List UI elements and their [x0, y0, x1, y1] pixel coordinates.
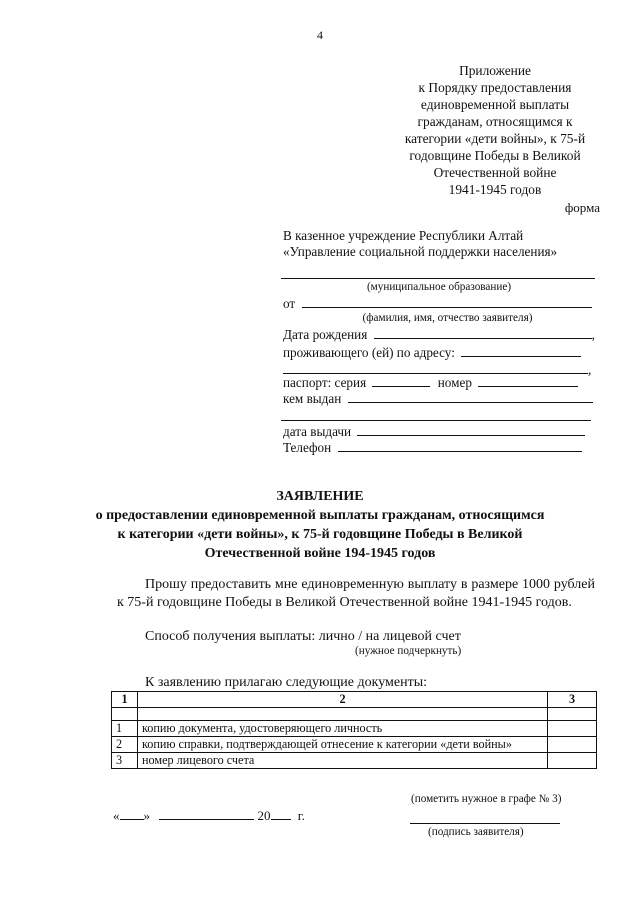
- year-suffix: г.: [297, 808, 305, 823]
- passport-series-field[interactable]: [372, 375, 430, 387]
- issue-date-label: дата выдачи: [283, 424, 352, 439]
- passport-row: [283, 375, 598, 391]
- appendix-line: к Порядку предоставления: [418, 80, 572, 95]
- table-row: [112, 721, 597, 737]
- fio-field[interactable]: [302, 296, 592, 308]
- quote-open: «: [113, 808, 120, 823]
- table-spacer-row: [112, 708, 597, 721]
- row-mark-cell[interactable]: [548, 737, 597, 753]
- phone-row: [283, 440, 598, 456]
- appendix-line: годовщине Победы в Великой: [409, 148, 581, 163]
- phone-label: Телефон: [283, 440, 332, 455]
- appendix-line: гражданам, относящимся к: [417, 114, 573, 129]
- address-label: проживающего (ей) по адресу:: [283, 345, 455, 360]
- passport-number-label: номер: [437, 375, 472, 390]
- month-field[interactable]: [159, 808, 254, 820]
- row-mark-cell[interactable]: [548, 721, 597, 737]
- application-title: [0, 487, 640, 563]
- year-prefix: 20: [257, 808, 271, 823]
- attachments-intro: К заявлению прилагаю следующие документы:: [145, 675, 428, 690]
- payment-method-caption: (нужное подчеркнуть): [355, 645, 462, 657]
- day-field[interactable]: [120, 808, 144, 820]
- issue-date-field[interactable]: [357, 424, 585, 436]
- address-field[interactable]: [461, 345, 581, 357]
- passport-number-field[interactable]: [478, 375, 578, 387]
- date-row: [113, 808, 305, 824]
- quote-close: »: [143, 808, 150, 823]
- documents-table: [111, 691, 597, 769]
- signature-caption: (подпись заявителя): [428, 826, 524, 838]
- title-heading: ЗАЯВЛЕНИЕ: [276, 489, 364, 504]
- appendix-line: Приложение: [459, 63, 531, 78]
- row-number: 3: [112, 753, 138, 769]
- issued-by-field[interactable]: [348, 391, 593, 403]
- addressee-block: [283, 228, 598, 260]
- issued-by-label: кем выдан: [283, 391, 342, 406]
- birth-comma: ,: [591, 327, 595, 342]
- header-col-2: 2: [137, 692, 547, 708]
- row-document: номер лицевого счета: [137, 753, 547, 769]
- request-paragraph: Прошу предоставить мне единовременную выплату в размере 1000 рублей к 75-й годовщине Победы в Великой Отечественной войне 1941-1945 годов.: [117, 577, 595, 610]
- addressee-line-1: В казенное учреждение Республики Алтай: [283, 228, 524, 243]
- year-field[interactable]: [271, 808, 291, 820]
- table-row: [112, 737, 597, 753]
- birth-label: Дата рождения: [283, 327, 368, 342]
- row-number: 2: [112, 737, 138, 753]
- row-mark-cell[interactable]: [548, 753, 597, 769]
- signature-field[interactable]: [410, 822, 560, 824]
- title-line-2: к категории «дети войны», к 75-й годовщине Победы в Великой: [117, 527, 523, 542]
- birth-date-field[interactable]: [374, 327, 592, 339]
- issued-by-row: [283, 391, 598, 407]
- appendix-line: Отечественной войне: [433, 165, 557, 180]
- form-label: форма: [564, 200, 600, 215]
- passport-series-label: паспорт: серия: [283, 375, 367, 390]
- address-field-2[interactable]: [283, 362, 588, 374]
- phone-field[interactable]: [338, 440, 582, 452]
- row-document: копию документа, удостоверяющего личность: [137, 721, 547, 737]
- municipality-field[interactable]: [281, 277, 595, 279]
- from-label: от: [283, 296, 296, 311]
- issued-by-field-2[interactable]: [281, 419, 591, 421]
- title-line-3: Отечественной войне 194-1945 годов: [204, 546, 436, 561]
- from-row: [283, 296, 598, 312]
- page-number: 4: [317, 28, 323, 42]
- table-header-row: [112, 692, 597, 708]
- appendix-line: 1941-1945 годов: [448, 182, 542, 197]
- header-col-1: 1: [112, 692, 138, 708]
- appendix-line: единовременной выплаты: [420, 97, 570, 112]
- header-col-3: 3: [548, 692, 597, 708]
- issue-date-row: [283, 424, 598, 440]
- appendix-header: [380, 62, 610, 198]
- fio-caption: (фамилия, имя, отчество заявителя): [362, 312, 533, 324]
- title-line-1: о предоставлении единовременной выплаты гражданам, относящимся: [95, 508, 545, 523]
- appendix-line: категории «дети войны», к 75-й: [404, 131, 586, 146]
- municipality-caption: (муниципальное образование): [366, 281, 512, 293]
- row-number: 1: [112, 721, 138, 737]
- table-row: [112, 753, 597, 769]
- address-row: [283, 345, 598, 361]
- row-document: копию справки, подтверждающей отнесение к категории «дети войны»: [137, 737, 547, 753]
- birth-row: [283, 327, 598, 343]
- address-comma: ,: [588, 362, 592, 377]
- addressee-line-2: «Управление социальной поддержки населения»: [283, 244, 558, 259]
- payment-method-text[interactable]: Способ получения выплаты: лично / на лицевой счет: [145, 629, 461, 644]
- table-note: (пометить нужное в графе № 3): [411, 793, 562, 805]
